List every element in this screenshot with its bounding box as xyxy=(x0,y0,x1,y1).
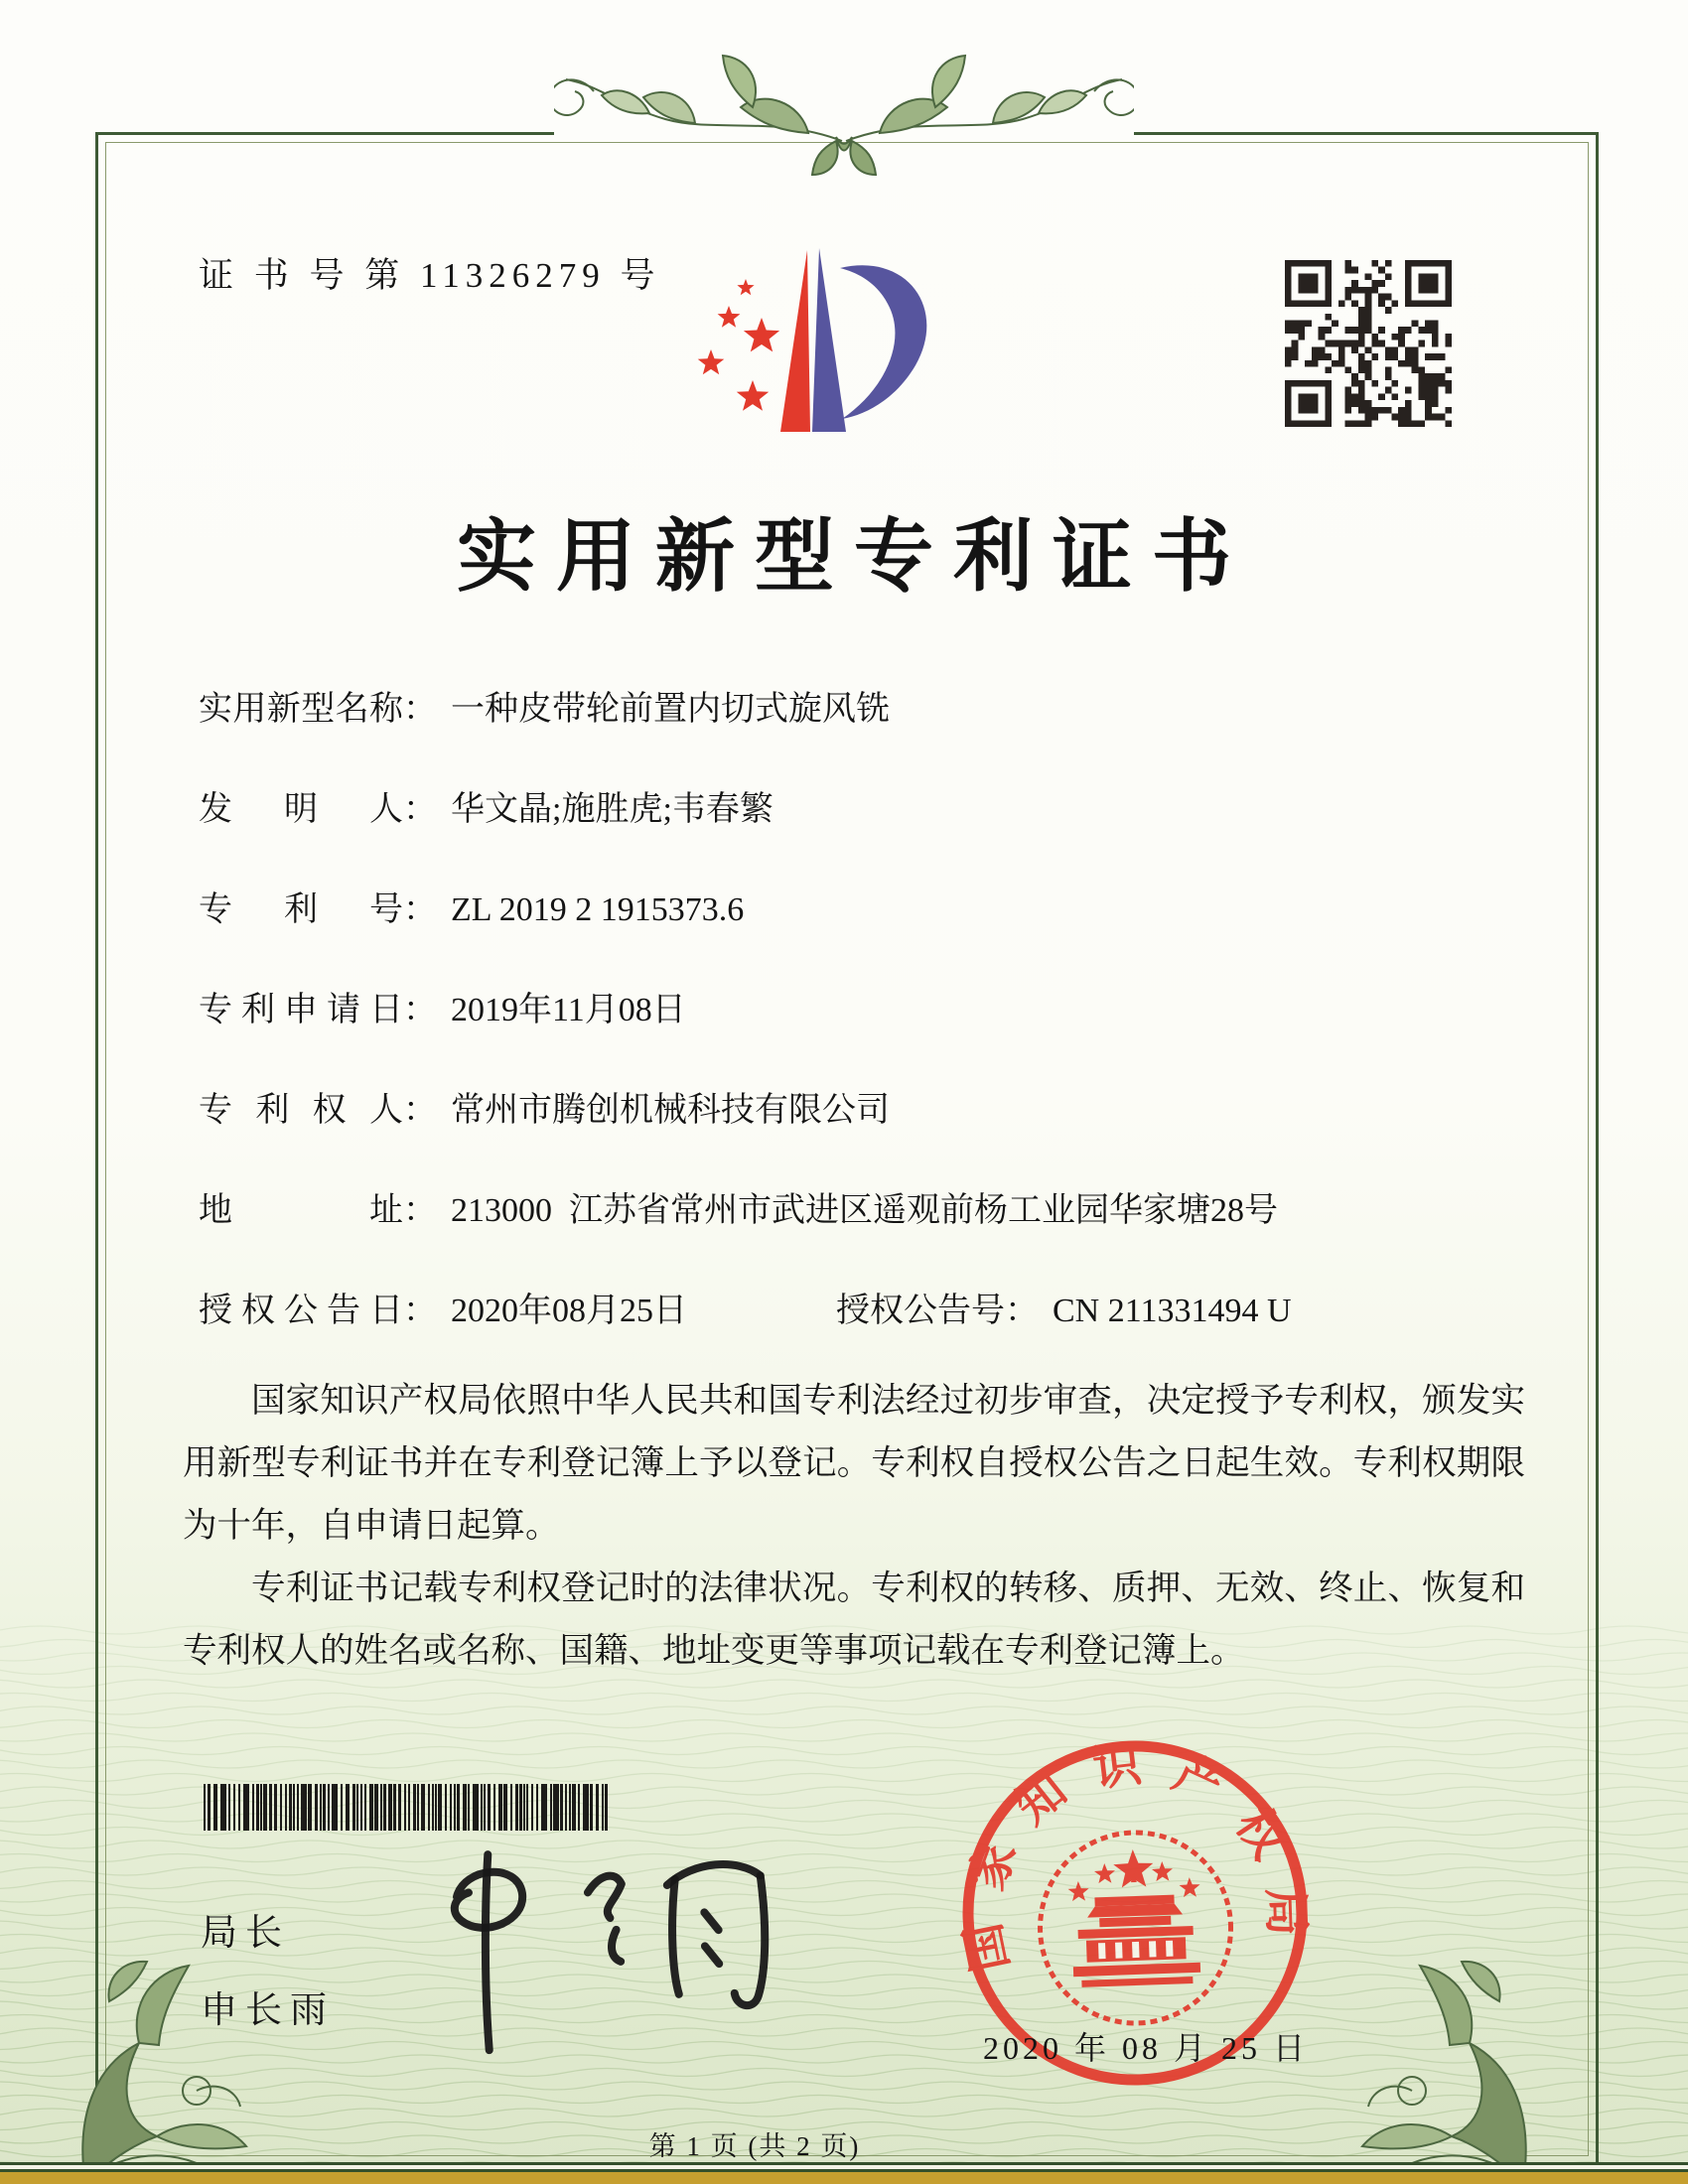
field-value: CN 211331494 U xyxy=(1053,1293,1292,1329)
legal-paragraph-2: 专利证书记载专利权登记时的法律状况。专利权的转移、质押、无效、终止、恢复和专利权人的姓名或名称、国籍、地址变更等事项记载在专利登记簿上。 xyxy=(183,1570,1525,1670)
certificate-number: 证 书 号 第 11326279 号 xyxy=(199,256,661,295)
field-value: 华文晶;施胜虎;韦春繁 xyxy=(451,791,774,828)
field-row-patent-number xyxy=(199,887,1524,933)
issuer-position-label: 局长 xyxy=(201,1913,290,1954)
page-number: 第 1 页 (共 2 页) xyxy=(648,2131,861,2161)
field-colon: ： xyxy=(403,791,437,828)
cnipa-logo-icon xyxy=(655,228,953,457)
issuer-name: 申长雨 xyxy=(201,1990,335,2031)
field-row-address xyxy=(199,1188,1524,1234)
field-row-name xyxy=(199,687,1524,733)
certificate-fields xyxy=(199,687,1524,1389)
field-label: 地址 xyxy=(199,1192,403,1229)
field-value: 2019年11月08日 xyxy=(451,992,686,1028)
top-floral-ornament xyxy=(554,50,1134,199)
field-label: 实用新型名称 xyxy=(199,691,403,728)
field-colon: ： xyxy=(403,992,437,1028)
field-colon: ： xyxy=(403,891,437,928)
legal-paragraph-1: 国家知识产权局依照中华人民共和国专利法经过初步审查，决定授予专利权，颁发实用新型专利证书并在专利登记簿上予以登记。专利权自授权公告之日起生效。专利权期限为十年，自申请日起算。 xyxy=(183,1382,1525,1545)
field-row-inventors xyxy=(199,787,1524,833)
field-value: ZL 2019 2 1915373.6 xyxy=(451,891,745,928)
field-colon: ： xyxy=(403,691,437,728)
field-colon: ： xyxy=(403,1092,437,1129)
field-row-patentee xyxy=(199,1088,1524,1134)
field-label: 授权公告号 xyxy=(836,1293,1005,1329)
field-label: 专利申请日 xyxy=(199,992,403,1028)
field-value: 常州市腾创机械科技有限公司 xyxy=(451,1092,890,1129)
qr-code xyxy=(1285,260,1452,427)
bottom-edge-band xyxy=(0,2162,1688,2184)
field-label: 发明人 xyxy=(199,791,403,828)
field-colon: ： xyxy=(403,1192,437,1229)
bottom-right-floral-ornament xyxy=(1321,1934,1539,2184)
barcode xyxy=(204,1784,613,1831)
field-colon: ： xyxy=(1005,1293,1039,1329)
bottom-left-floral-ornament xyxy=(70,1942,318,2184)
field-value: 213000 江苏省常州市武进区遥观前杨工业园华家塘28号 xyxy=(451,1192,1278,1229)
seal-date: 2020 年 08 月 25 日 xyxy=(983,2030,1310,2066)
field-row-filing-date xyxy=(199,988,1524,1033)
field-label: 专利号 xyxy=(199,891,403,928)
field-value: 一种皮带轮前置内切式旋风铣 xyxy=(451,691,890,728)
field-label: 授权公告日 xyxy=(199,1293,403,1329)
certificate-title: 实用新型专利证书 xyxy=(457,514,1251,602)
director-signature xyxy=(410,1832,811,2072)
field-colon: ： xyxy=(403,1293,437,1329)
seal-ring-text: 国家知识产权局 xyxy=(956,1738,1313,1977)
legal-text xyxy=(183,1370,1525,1683)
field-row-grant xyxy=(199,1289,1524,1334)
field-label: 专利权人 xyxy=(199,1092,403,1129)
field-value: 2020年08月25日 xyxy=(451,1293,687,1329)
